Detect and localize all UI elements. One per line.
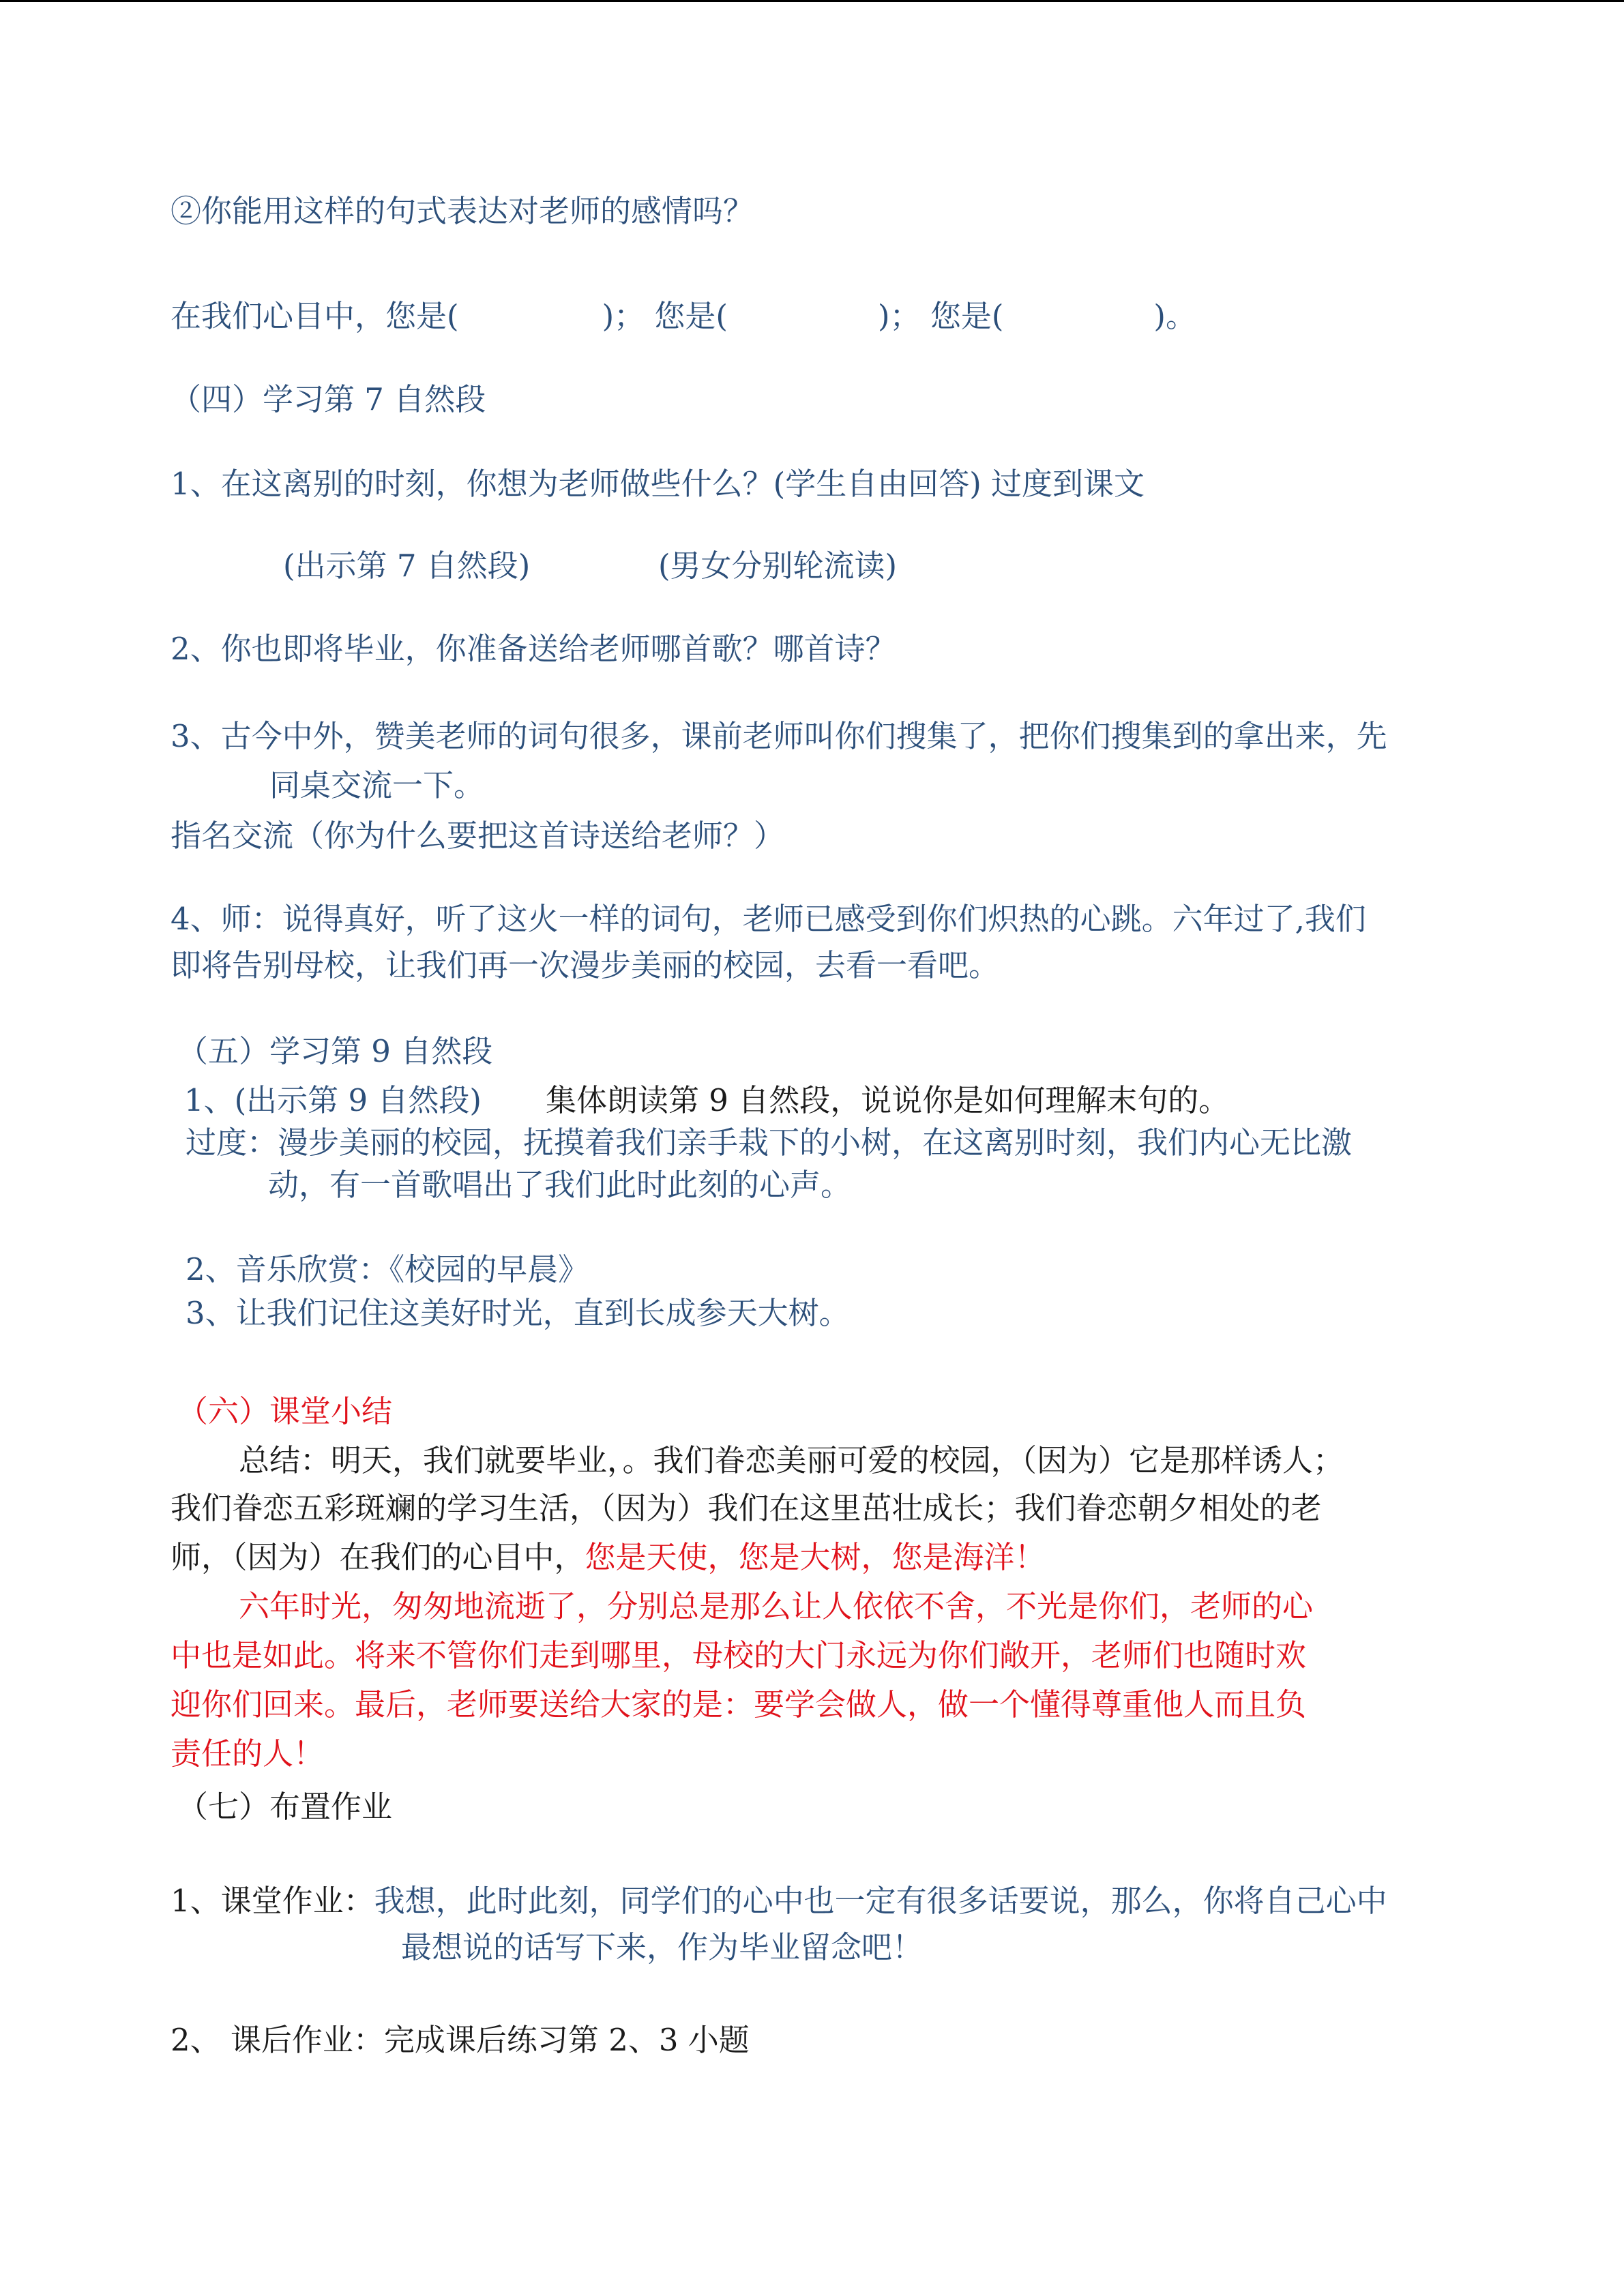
fill-lead: 在我们心目中，您是(: [171, 298, 459, 334]
s4-item-4-cont: 即将告别母校，让我们再一次漫步美丽的校园，去看一看吧。: [171, 947, 1000, 983]
section-6-heading: （六）课堂小结: [177, 1393, 393, 1429]
s5-transition: 过度：漫步美丽的校园，抚摸着我们亲手栽下的小树，在这离别时刻，我们内心无比激: [186, 1124, 1353, 1161]
summary-red-line-1: 六年时光，匆匆地流逝了，分别总是那么让人依依不舍，不光是你们，老师的心: [239, 1588, 1314, 1624]
homework-2: 2、 课后作业：完成课后练习第 2、3 小题: [171, 2022, 750, 2058]
homework-1: [171, 1881, 1387, 1922]
fill-part-3: )。: [1153, 298, 1196, 334]
s4-item-1-read: (男女分别轮流读): [658, 548, 898, 584]
homework-1-text: 我想，此时此刻，同学们的心中也一定有很多话要说，那么，你将自己心中: [374, 1883, 1387, 1919]
question-2: ②你能用这样的句式表达对老师的感情吗？: [171, 193, 754, 229]
summary-line-3-text: 师，（因为）在我们的心目中，: [171, 1539, 585, 1575]
s4-item-4: 4、师：说得真好，听了这火一样的词句，老师已感受到你们炽热的心跳。六年过了,我们: [171, 901, 1366, 937]
summary-red-line-2: 中也是如此。将来不管你们走到哪里，母校的大门永远为你们敞开，老师们也随时欢: [171, 1637, 1307, 1673]
section-4-heading: （四）学习第 7 自然段: [171, 381, 486, 417]
summary-line-1: 总结：明天，我们就要毕业，。我们眷恋美丽可爱的校园，（因为）它是那样诱人；: [239, 1442, 1344, 1478]
s5-item-1-read: 集体朗读第 9 自然段，说说你是如何理解末句的。: [546, 1082, 1230, 1118]
s5-item-3: 3、让我们记住这美好时光，直到长成参天大树。: [186, 1295, 850, 1331]
homework-1-cont: 最想说的话写下来，作为毕业留念吧！: [401, 1929, 924, 1965]
summary-line-3: [171, 1537, 1046, 1578]
s4-item-3-cont: 同桌交流一下。: [269, 767, 485, 803]
s5-item-2: 2、音乐欣赏：《校园的早晨》: [186, 1251, 589, 1287]
s4-item-3: 3、古今中外，赞美老师的词句很多，课前老师叫你们搜集了，把你们搜集到的拿出来，先: [171, 718, 1387, 754]
summary-highlight: 您是天使，您是大树，您是海洋！: [585, 1539, 1046, 1575]
s4-item-1: 1、在这离别的时刻，你想为老师做些什么？(学生自由回答) 过度到课文: [171, 466, 1145, 502]
section-5-heading: （五）学习第 9 自然段: [177, 1033, 493, 1069]
section-7-heading: （七）布置作业: [177, 1789, 393, 1825]
fill-part-2: )； 您是(: [877, 298, 1004, 334]
summary-line-2: 我们眷恋五彩斑斓的学习生活，（因为）我们在这里茁壮成长；我们眷恋朝夕相处的老: [171, 1490, 1322, 1526]
page-top-border: [0, 0, 1624, 2]
s4-item-3-exchange: 指名交流（你为什么要把这首诗送给老师？）: [171, 818, 785, 854]
summary-red-line-4: 责任的人！: [171, 1735, 325, 1772]
fill-in-blank-line: [171, 296, 1196, 337]
s4-item-2: 2、你也即将毕业，你准备送给老师哪首歌？哪首诗？: [171, 631, 896, 667]
s5-item-1-show: 1、(出示第 9 自然段): [184, 1082, 482, 1118]
s5-transition-cont: 动，有一首歌唱出了我们此时此刻的心声。: [268, 1167, 852, 1203]
summary-red-line-3: 迎你们回来。最后，老师要送给大家的是：要学会做人，做一个懂得尊重他人而且负: [171, 1686, 1307, 1723]
fill-part-1: )； 您是(: [602, 298, 728, 334]
homework-1-label: 1、课堂作业：: [171, 1883, 374, 1919]
s4-item-1-show: (出示第 7 自然段): [283, 548, 531, 584]
